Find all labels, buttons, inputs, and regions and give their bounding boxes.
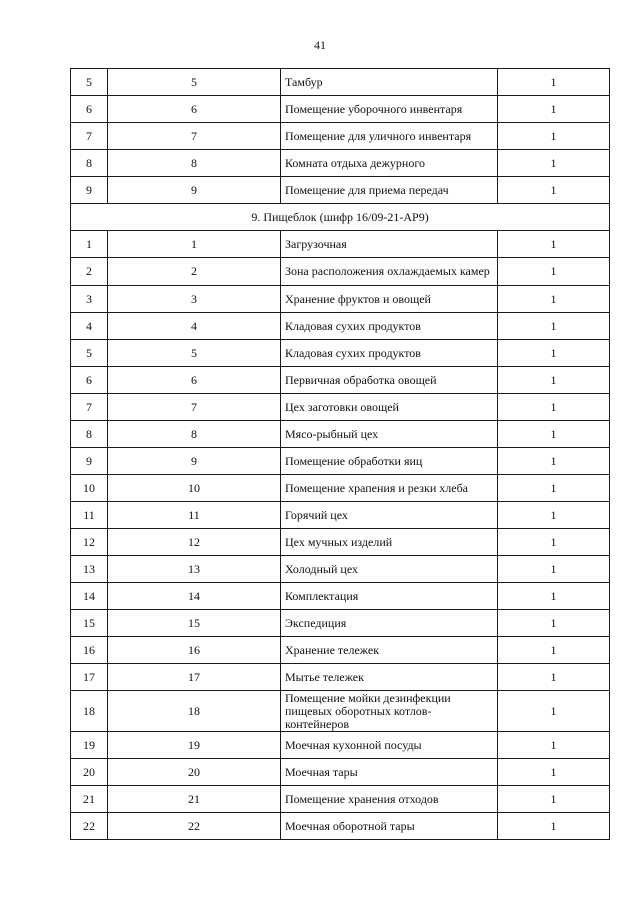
room-name-cell: Моечная кухонной посуды — [281, 732, 498, 759]
room-code-cell: 6 — [108, 367, 281, 394]
table-row — [71, 177, 610, 204]
room-name-cell: Цех заготовки овощей — [281, 394, 498, 421]
room-name-cell: Загрузочная — [281, 231, 498, 258]
row-number-cell: 13 — [71, 556, 108, 583]
room-name-cell: Холодный цех — [281, 556, 498, 583]
quantity-cell: 1 — [498, 529, 610, 556]
row-number-cell: 17 — [71, 664, 108, 691]
quantity-cell: 1 — [498, 502, 610, 529]
row-number-cell: 15 — [71, 610, 108, 637]
row-number-cell: 8 — [71, 150, 108, 177]
room-name-cell: Тамбур — [281, 69, 498, 96]
quantity-cell: 1 — [498, 583, 610, 610]
row-number-cell: 18 — [71, 691, 108, 732]
table-row — [71, 610, 610, 637]
quantity-cell: 1 — [498, 69, 610, 96]
table-row — [71, 502, 610, 529]
quantity-cell: 1 — [498, 664, 610, 691]
table-row — [71, 313, 610, 340]
room-code-cell: 7 — [108, 123, 281, 150]
room-name-cell: Комната отдыха дежурного — [281, 150, 498, 177]
room-name-cell: Горячий цех — [281, 502, 498, 529]
table-row — [71, 448, 610, 475]
room-code-cell: 1 — [108, 231, 281, 258]
room-code-cell: 17 — [108, 664, 281, 691]
room-code-cell: 19 — [108, 732, 281, 759]
room-code-cell: 3 — [108, 286, 281, 313]
row-number-cell: 1 — [71, 231, 108, 258]
row-number-cell: 6 — [71, 367, 108, 394]
quantity-cell: 1 — [498, 286, 610, 313]
table-row — [71, 475, 610, 502]
room-code-cell: 18 — [108, 691, 281, 732]
table-row — [71, 691, 610, 732]
quantity-cell: 1 — [498, 556, 610, 583]
room-code-cell: 15 — [108, 610, 281, 637]
quantity-cell: 1 — [498, 421, 610, 448]
table-row — [71, 286, 610, 313]
room-code-cell: 14 — [108, 583, 281, 610]
quantity-cell: 1 — [498, 732, 610, 759]
row-number-cell: 10 — [71, 475, 108, 502]
table-row — [71, 340, 610, 367]
table-row — [71, 123, 610, 150]
quantity-cell: 1 — [498, 448, 610, 475]
row-number-cell: 12 — [71, 529, 108, 556]
room-name-cell: Помещение для приема передач — [281, 177, 498, 204]
room-name-cell: Моечная оборотной тары — [281, 813, 498, 840]
table-row — [71, 637, 610, 664]
room-code-cell: 16 — [108, 637, 281, 664]
row-number-cell: 16 — [71, 637, 108, 664]
row-number-cell: 4 — [71, 313, 108, 340]
row-number-cell: 2 — [71, 258, 108, 286]
room-code-cell: 4 — [108, 313, 281, 340]
quantity-cell: 1 — [498, 637, 610, 664]
row-number-cell: 9 — [71, 177, 108, 204]
room-name-cell: Мытье тележек — [281, 664, 498, 691]
page-number: 41 — [314, 38, 326, 52]
quantity-cell: 1 — [498, 610, 610, 637]
section-header-row — [71, 204, 610, 231]
row-number-cell: 8 — [71, 421, 108, 448]
table-row — [71, 258, 610, 286]
table-row — [71, 583, 610, 610]
table-body-after-section — [71, 231, 610, 840]
row-number-cell: 5 — [71, 340, 108, 367]
room-code-cell: 21 — [108, 786, 281, 813]
table-row — [71, 96, 610, 123]
quantity-cell: 1 — [498, 123, 610, 150]
table-row — [71, 69, 610, 96]
quantity-cell: 1 — [498, 177, 610, 204]
room-name-cell: Экспедиция — [281, 610, 498, 637]
room-code-cell: 7 — [108, 394, 281, 421]
room-name-cell: Цех мучных изделий — [281, 529, 498, 556]
row-number-cell: 7 — [71, 123, 108, 150]
room-code-cell: 10 — [108, 475, 281, 502]
room-code-cell: 13 — [108, 556, 281, 583]
section-title: 9. Пищеблок (шифр 16/09-21-АР9) — [71, 204, 610, 231]
table-body-before-section — [71, 69, 610, 204]
row-number-cell: 22 — [71, 813, 108, 840]
quantity-cell: 1 — [498, 258, 610, 286]
table-row — [71, 732, 610, 759]
premises-table — [70, 68, 610, 840]
quantity-cell: 1 — [498, 786, 610, 813]
room-code-cell: 9 — [108, 177, 281, 204]
row-number-cell: 7 — [71, 394, 108, 421]
table-row — [71, 367, 610, 394]
row-number-cell: 3 — [71, 286, 108, 313]
row-number-cell: 9 — [71, 448, 108, 475]
quantity-cell: 1 — [498, 313, 610, 340]
room-code-cell: 20 — [108, 759, 281, 786]
row-number-cell: 5 — [71, 69, 108, 96]
row-number-cell: 20 — [71, 759, 108, 786]
room-name-cell: Хранение фруктов и овощей — [281, 286, 498, 313]
quantity-cell: 1 — [498, 759, 610, 786]
row-number-cell: 11 — [71, 502, 108, 529]
quantity-cell: 1 — [498, 367, 610, 394]
quantity-cell: 1 — [498, 394, 610, 421]
table-row — [71, 394, 610, 421]
room-code-cell: 8 — [108, 421, 281, 448]
room-name-cell: Моечная тары — [281, 759, 498, 786]
room-name-cell: Помещение хранения отходов — [281, 786, 498, 813]
room-code-cell: 11 — [108, 502, 281, 529]
quantity-cell: 1 — [498, 231, 610, 258]
row-number-cell: 19 — [71, 732, 108, 759]
room-name-cell: Помещение уборочного инвентаря — [281, 96, 498, 123]
quantity-cell: 1 — [498, 813, 610, 840]
quantity-cell: 1 — [498, 691, 610, 732]
room-name-cell: Помещение для уличного инвентаря — [281, 123, 498, 150]
room-code-cell: 8 — [108, 150, 281, 177]
quantity-cell: 1 — [498, 150, 610, 177]
room-name-cell: Мясо-рыбный цех — [281, 421, 498, 448]
section-header-group — [71, 204, 610, 231]
room-code-cell: 12 — [108, 529, 281, 556]
room-name-cell: Первичная обработка овощей — [281, 367, 498, 394]
row-number-cell: 21 — [71, 786, 108, 813]
row-number-cell: 6 — [71, 96, 108, 123]
room-name-cell: Помещение обработки яиц — [281, 448, 498, 475]
room-code-cell: 22 — [108, 813, 281, 840]
row-number-cell: 14 — [71, 583, 108, 610]
table-row — [71, 529, 610, 556]
room-name-cell: Помещение мойки дезинфекции пищевых оборотных котлов-контейнеров — [281, 691, 498, 732]
table-row — [71, 150, 610, 177]
room-name-cell: Комплектация — [281, 583, 498, 610]
room-code-cell: 5 — [108, 69, 281, 96]
room-code-cell: 2 — [108, 258, 281, 286]
table-row — [71, 664, 610, 691]
room-name-cell: Зона расположения охлаждаемых камер — [281, 258, 498, 286]
table-row — [71, 786, 610, 813]
quantity-cell: 1 — [498, 475, 610, 502]
table-row — [71, 556, 610, 583]
table-row — [71, 813, 610, 840]
room-name-cell: Помещение храпения и резки хлеба — [281, 475, 498, 502]
quantity-cell: 1 — [498, 96, 610, 123]
room-code-cell: 5 — [108, 340, 281, 367]
room-code-cell: 9 — [108, 448, 281, 475]
table-row — [71, 759, 610, 786]
room-name-cell: Кладовая сухих продуктов — [281, 313, 498, 340]
room-code-cell: 6 — [108, 96, 281, 123]
table-row — [71, 231, 610, 258]
room-name-cell: Кладовая сухих продуктов — [281, 340, 498, 367]
table-row — [71, 421, 610, 448]
quantity-cell: 1 — [498, 340, 610, 367]
room-name-cell: Хранение тележек — [281, 637, 498, 664]
